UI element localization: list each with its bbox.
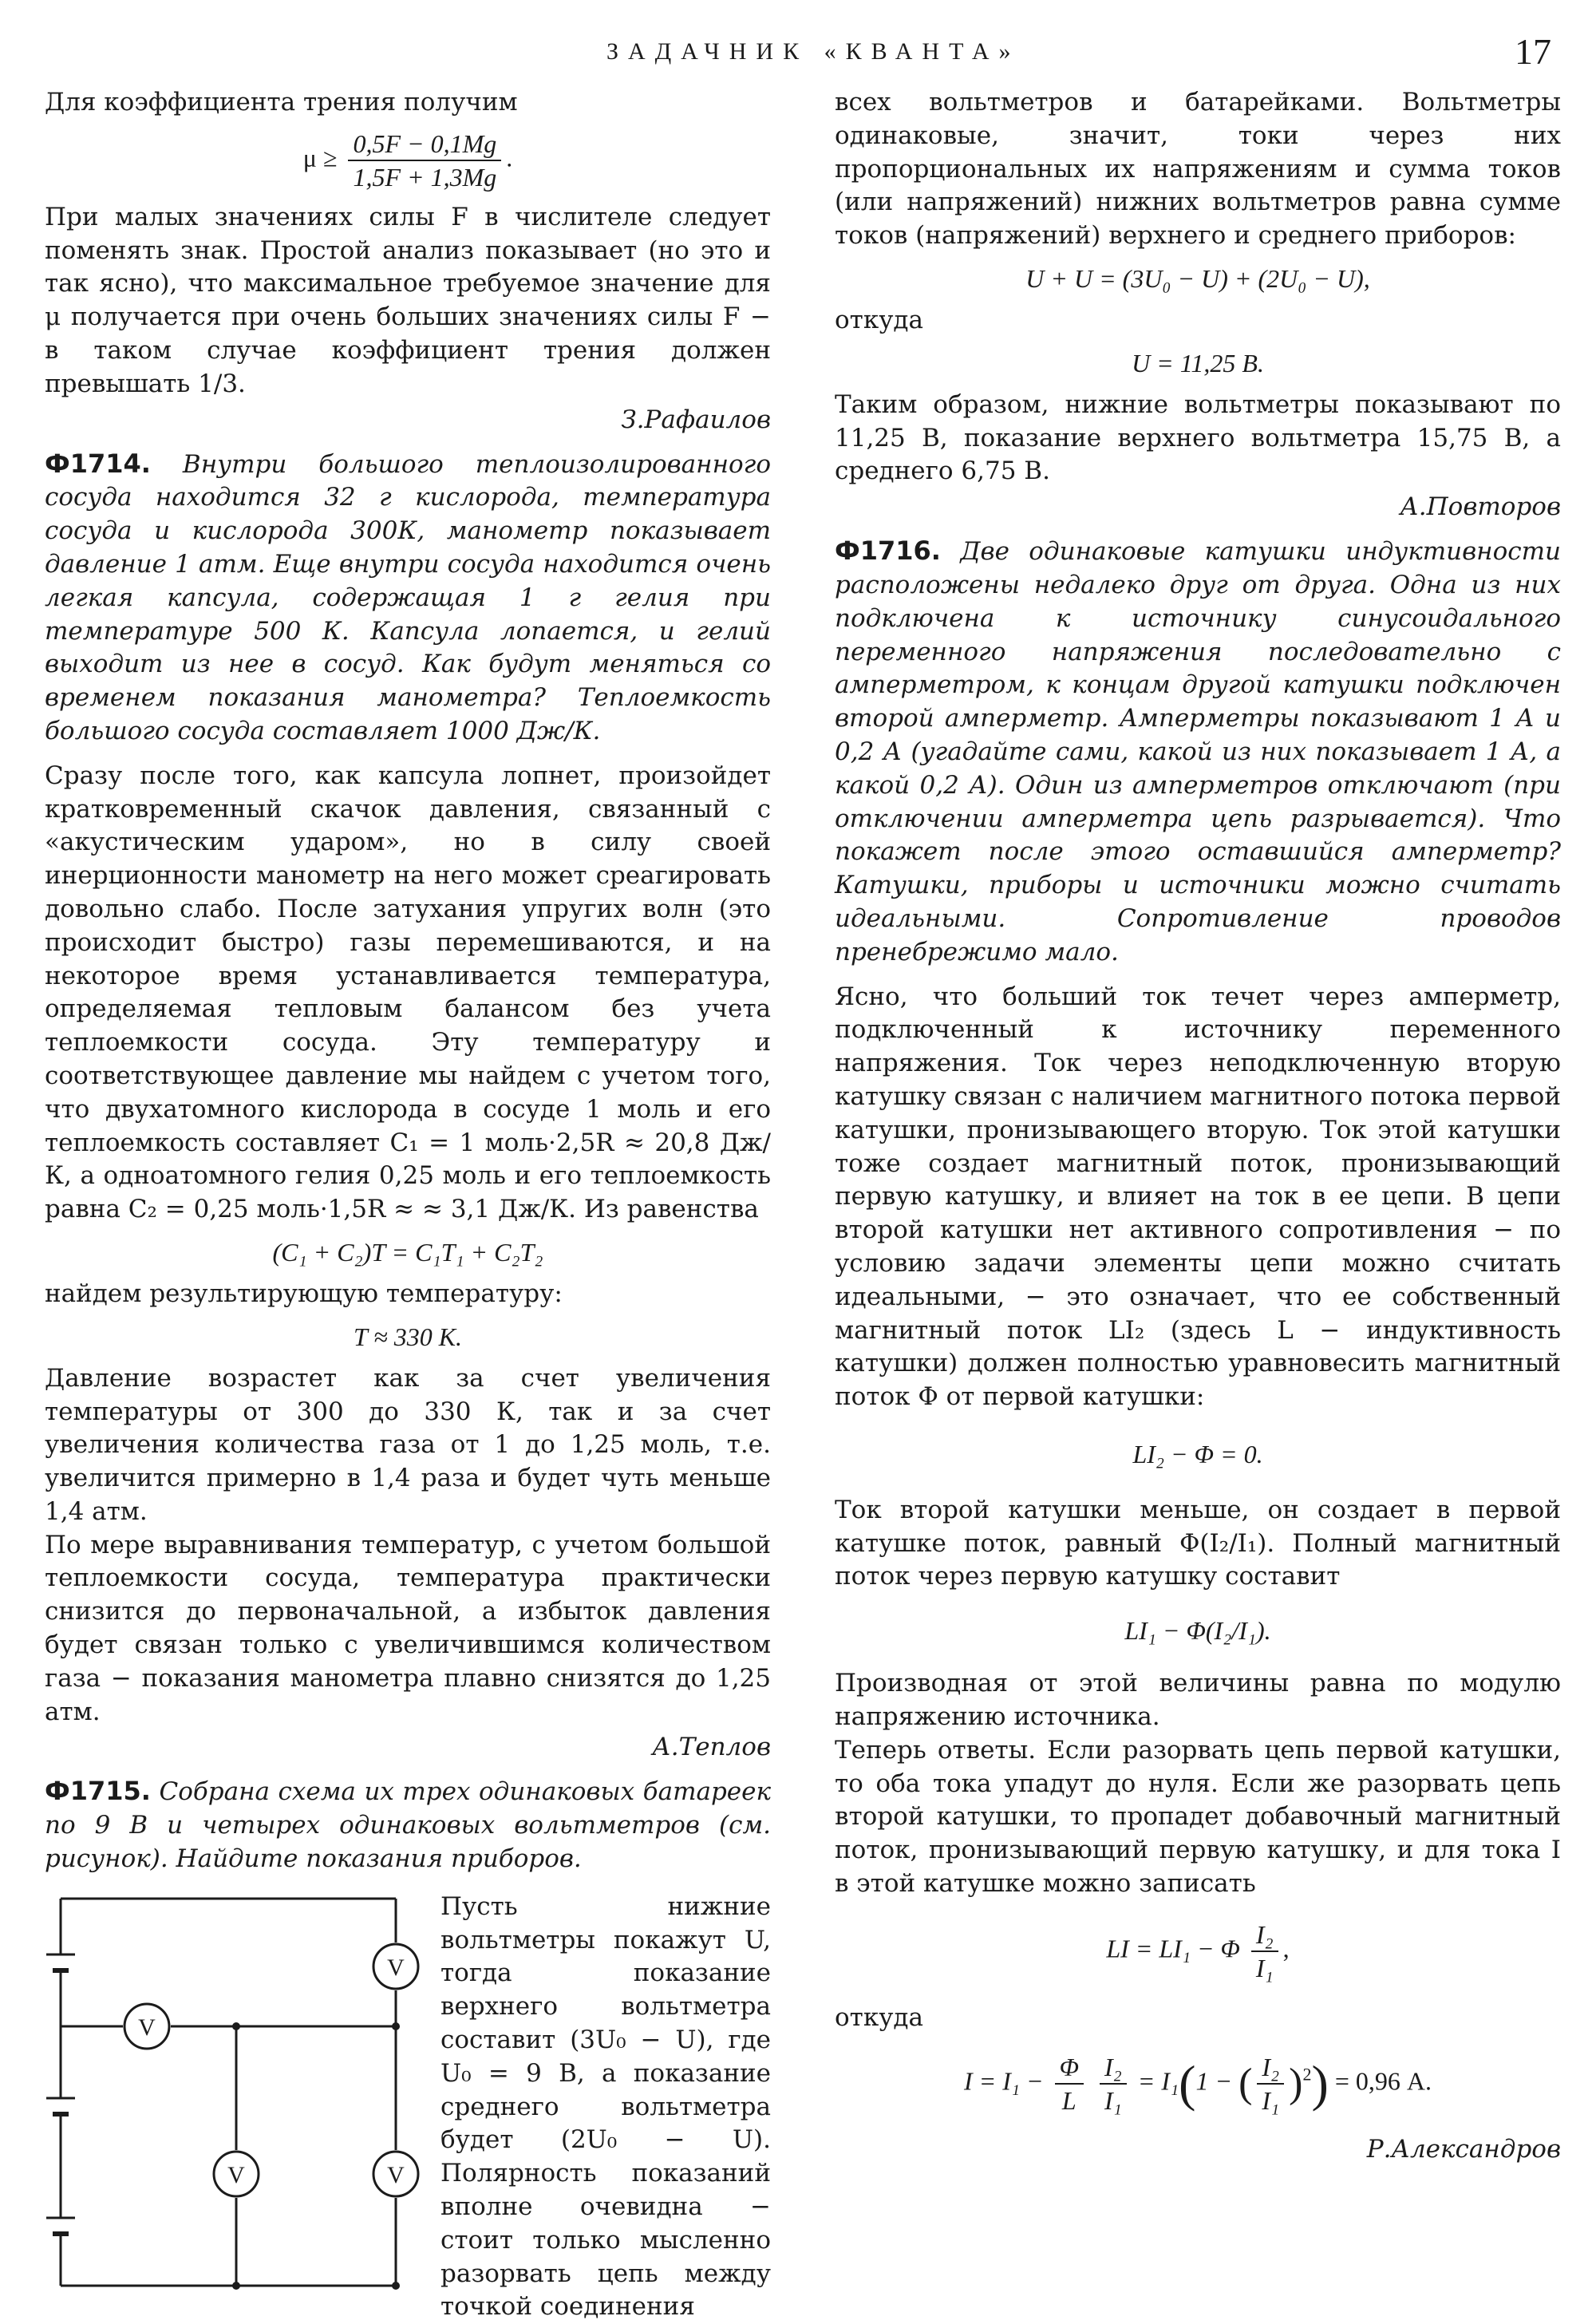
paragraph: Производная от этой величины равна по модулю напряжению источника.: [835, 1669, 1561, 1732]
eq-end: .: [506, 143, 513, 172]
voltmeter-label: V: [387, 1954, 405, 1981]
author: Р.Александров: [1366, 2134, 1561, 2164]
eq-numerator: I₂: [1251, 1919, 1278, 1952]
eq-part: I = I₁ −: [964, 2066, 1044, 2095]
equation-U: U = 11,25 В.: [1132, 348, 1264, 377]
eq-end: ,: [1282, 1934, 1290, 1963]
equation-LI: [835, 1919, 1561, 1984]
eq-numerator: I₂: [1100, 2051, 1127, 2085]
problem-1715: [45, 1775, 771, 1875]
eq-numerator: 0,5F − 0,1Mg: [348, 128, 501, 161]
author: З.Рафаилов: [621, 405, 771, 434]
eq-lhs: LI = LI₁ − Φ: [1106, 1934, 1240, 1963]
paragraph: Ясно, что больший ток течет через амперметр, подключенный к источнику переменного напряжения. Ток через неподключенную вторую катушку связан с наличием магнитного потока первой катушки, пронизывающего вторую. Ток этой катушки тоже создает магнитный поток, пронизывающий первую катушку, и влияет на ток в ее цепи. В цепи второй катушки нет активного сопротивления − по условию задачи элементы цепи можно считать идеальными, − это означает, что ее собственный магнитный поток LI₂ (здесь L − индуктивность катушки) должен полностью уравновесить магнитный поток Φ от первой катушки:: [835, 982, 1561, 1412]
left-column: [45, 86, 771, 2322]
eq-denominator: I₁: [1255, 1953, 1274, 1982]
eq-part: 1 −: [1195, 2066, 1233, 2095]
eq-part: = 0,96 А.: [1334, 2066, 1432, 2095]
eq-fraction: [1251, 1919, 1278, 1984]
problem-1714: [45, 448, 771, 749]
problem-number: Ф1716.: [835, 536, 941, 567]
equation-final-current: I = I₁ − $\frac{\Phi}{L}$ $\frac{\text{I₂}}{\text{I₁}}$ = I₁(1 − ( $\frac{\text{I₂}}{\text{I₁}}$ )$^2$) = 0,96 А.: [964, 2052, 1432, 2115]
author: А.Повторов: [1400, 492, 1561, 522]
equation-flux-balance: LI₂ − Φ = 0.: [1132, 1439, 1263, 1468]
problem-1716: [835, 535, 1561, 969]
equation-temperature: T ≈ 330 К.: [353, 1322, 463, 1351]
circuit-diagram: [45, 1891, 436, 2290]
voltmeter-label: V: [138, 2014, 156, 2041]
paragraph: Ток второй катушки меньше, он создает в первой катушке поток, равный Φ(I₂/I₁). Полный магнитный поток через первую катушку составит: [835, 1495, 1561, 1591]
eq-part: = I₁: [1137, 2066, 1179, 2095]
equation-voltages: U + U = (3U₀ − U) + (2U₀ − U),: [1025, 263, 1370, 293]
eq-exponent: 2: [1302, 2064, 1312, 2085]
eq-fraction: [1100, 2051, 1127, 2116]
paragraph: Для коэффициента трения получим: [45, 88, 518, 117]
eq-fraction: [1055, 2051, 1084, 2116]
eq-denominator: 1,5F + 1,3Mg: [353, 162, 497, 192]
problem-text: Две одинаковые катушки индуктивности расположены недалеко друг от друга. Одна из них подключена к источнику синусоидального переменного напряжения последовательно с амперметром, к концам другой катушки подключен второй амперметр. Амперметры показывают 1 А и 0,2 А (угадайте сами, какой из них показывает 1 А, а какой 0,2 А). Один из амперметров отключают (при отключении амперметра цепь разрывается). Что покажет после этого оставшийся амперметр? Катушки, приборы и источники можно считать идеальными. Сопротивление проводов пренебрежимо мало.: [835, 537, 1561, 966]
paragraph: Таким образом, нижние вольтметры показывают по 11,25 В, показание верхнего вольтметра 15,75 В, а среднего 6,75 В.: [835, 389, 1561, 486]
paragraph: Давление возрастет как за счет увеличения температуры от 300 до 330 К, так и за счет увеличения количества газа от 1 до 1,25 моль, т.е. увеличится примерно в 1,4 раза и будет чуть меньше 1,4 атм.: [45, 1363, 771, 1526]
page-number: 17: [1515, 31, 1551, 72]
eq-fraction: [348, 128, 501, 193]
equation-total-flux: LI₁ − Φ(I₂/I₁).: [1124, 1616, 1271, 1646]
paragraph: откуда: [835, 2002, 923, 2032]
paragraph: Теперь ответы. Если разорвать цепь первой катушки, то оба тока упадут до нуля. Если же разорвать цепь второй катушки, то пропадет добавочный магнитный поток, пронизывающий первую катушку, и для тока I в этой катушке можно записать: [835, 1735, 1561, 1899]
voltmeter-label: V: [227, 2161, 245, 2188]
eq-denominator: I₁: [1262, 2085, 1280, 2115]
equation-balance: (C₁ + C₂)T = C₁T₁ + C₂T₂: [272, 1237, 543, 1267]
paragraph: откуда: [835, 305, 923, 334]
circuit-figure-block: [45, 1891, 771, 2322]
paragraph: всех вольтметров и батарейками. Вольтметры одинаковые, значит, токи через них пропорциональных их напряжениям и сумма токов (или напряжений) нижних вольтметров равна сумме токов (напряжений) верхнего и среднего приборов:: [835, 88, 1561, 251]
right-column: [835, 86, 1561, 2177]
paragraph: При малых значениях силы F в числителе следует поменять знак. Простой анализ показывает (но это и так ясно), что максимальное требуемое значение для μ получается при очень больших значениях силы F − в таком случае коэффициент трения должен превышать 1/3.: [45, 202, 771, 398]
page-header: [0, 30, 1596, 86]
eq-denominator: L: [1061, 2085, 1077, 2115]
running-title: ЗАДАЧНИК «КВАНТА»: [606, 38, 1021, 65]
eq-numerator: I₂: [1257, 2051, 1284, 2085]
eq-fraction: [1257, 2051, 1284, 2116]
problem-number: Ф1715.: [45, 1776, 151, 1807]
paragraph: Сразу после того, как капсула лопнет, произойдет кратковременный скачок давления, связанный с «акустическим ударом», но в силу своей инерционности манометр на него может среагировать довольно слабо. После затухания упругих волн (это происходит быстро) газы перемешиваются, и на некоторое время устанавливается температура, определяемая тепловым балансом без учета теплоемкости сосуда. Эту температуру и соответствующее давление мы найдем с учетом того, что двухатомного кислорода в сосуде 1 моль и его теплоемкость составляет C₁ = 1 моль·2,5R ≈ 20,8 Дж/К, а одноатомного гелия 0,25 моль и его теплоемкость равна C₂ = 0,25 моль·1,5R ≈ ≈ 3,1 Дж/К. Из равенства: [45, 761, 771, 1224]
eq-lhs: μ ≥: [302, 143, 338, 172]
eq-numerator: Φ: [1055, 2051, 1084, 2085]
problem-text: Внутри большого теплоизолированного сосуда находится 32 г кислорода, температура сосуда и кислорода 300К, манометр показывает давление 1 атм. Еще внутри сосуда находится очень легкая капсула, содержащая 1 г гелия при температуре 500 К. Капсула лопается, и гелий выходит из нее в сосуд. Как будут меняться со временем показания манометра? Теплоемкость большого сосуда составляет 1000 Дж/К.: [45, 449, 771, 745]
side-paragraph: Пусть нижние вольтметры покажут U, тогда показание верхнего вольтметра составит (3U₀ − U), где U₀ = 9 В, а показание среднего вольтметра будет (2U₀ − U). Полярность показаний вполне очевидна − стоит только мысленно разорвать цепь между точкой соединения: [440, 1891, 771, 2322]
problem-text: Собрана схема их трех одинаковых батареек по 9 В и четырех одинаковых вольтметров (см. рисунок). Найдите показания приборов.: [45, 1777, 771, 1874]
paragraph: По мере выравнивания температур, с учетом большой теплоемкости сосуда, температура практически снизится до первоначальной, а избыток давления будет связан только с увеличившимся количеством газа − показания манометра плавно снизятся до 1,25 атм.: [45, 1530, 771, 1726]
problem-number: Ф1714.: [45, 448, 151, 479]
equation-mu: [45, 128, 771, 193]
eq-denominator: I₁: [1104, 2085, 1122, 2115]
author: А.Теплов: [652, 1733, 771, 1762]
voltmeter-label: V: [387, 2161, 405, 2188]
paragraph: найдем результирующую температуру:: [45, 1279, 563, 1308]
